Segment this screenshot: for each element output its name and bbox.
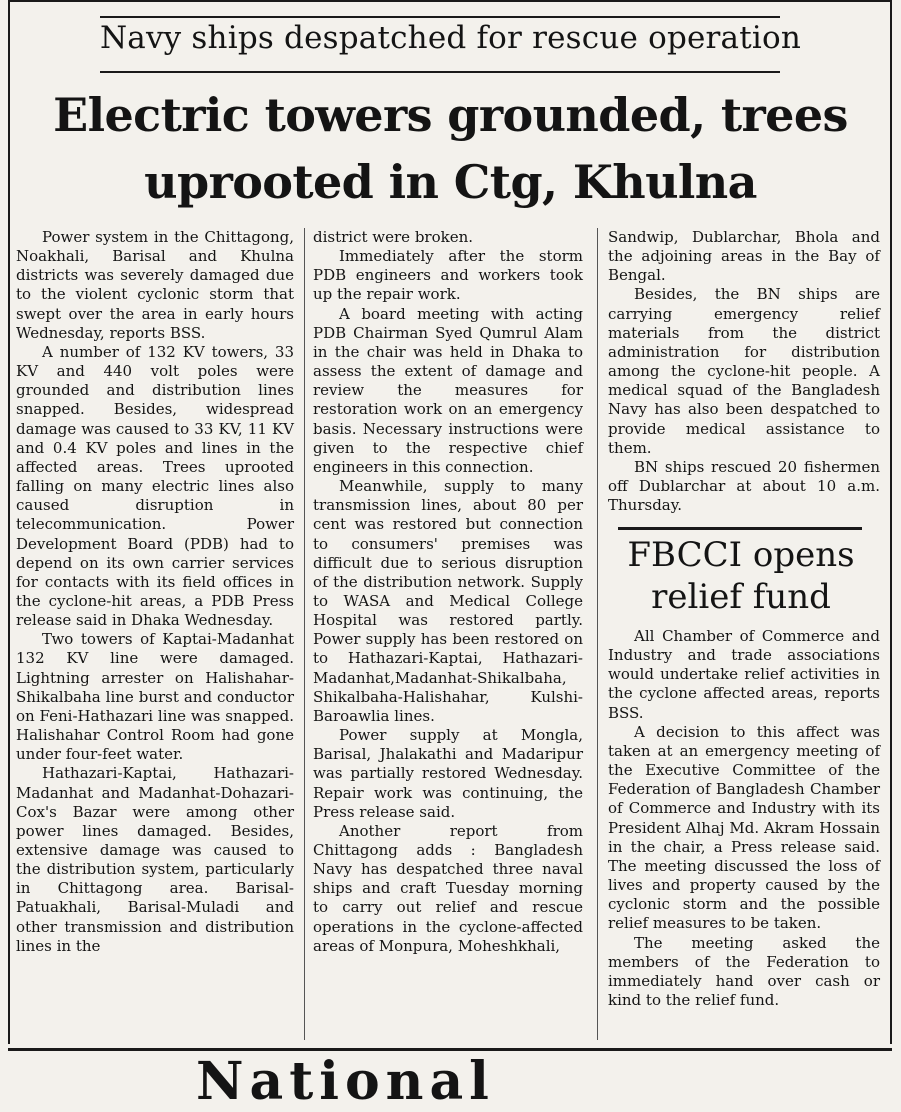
main-headline: Electric towers grounded, trees uprooted in Ctg, Khulna [53,88,848,209]
paragraph: Two towers of Kaptai-Madanhat 132 KV line were damaged. Lightning arrester on Halishahar-Shikalbaha line burst and conductor on Feni-Hathazari line was snapped. Halishahar Control Room had gone under four-feet water. [16,630,294,764]
paragraph: A decision to this affect was taken at an emergency meeting of the Executive Committee of the Federation of Bangladesh Chamber of Commerce and Industry with its President Alhaj Md. Akram Hossain in the chair, a Press release said. The meeting discussed the loss of lives and property caused by the cyclonic storm and the possible relief measures to be taken. [608,722,880,933]
paragraph: Power system in the Chittagong, Noakhali, Barisal and Khulna districts was severely damaged due to the violent cyclonic storm that swept over the area in early hours Wednesday, reports BSS. [16,228,294,342]
paragraph: Hathazari-Kaptai, Hathazari-Madanhat and Madanhat-Dohazari-Cox's Bazar were among other power lines damaged. Besides, extensive damage was caused to the distribution system, particularly in Chittagong area. Barisal-Patuakhali, Barisal-Muladi and other transmission and distribution lines in the [16,764,294,955]
kicker-top-rule [100,16,780,18]
frame-right-rule [890,0,892,1044]
paragraph: Another report from Chittagong adds : Bangladesh Navy has despatched three naval ships and craft Tuesday morning to carry out relief and rescue operations in the cyclone-affected areas of Monpura, Moheshkhali, [313,821,583,955]
paragraph: Immediately after the storm PDB engineers and workers took up the repair work. [313,247,583,304]
paragraph: Sandwip, Dublarchar, Bhola and the adjoining areas in the Bay of Bengal. [608,228,880,285]
paragraph: BN ships rescued 20 fishermen off Dublarchar at about 10 a.m. Thursday. [608,457,880,515]
paragraph: A board meeting with acting PDB Chairman Syed Qumrul Alam in the chair was held in Dhaka to assess the extent of damage and review the measures for restoration work on an emergency basis. Necessary instructions were given to the respective chief engineers in this connection. [313,304,583,476]
paragraph: Meanwhile, supply to many transmission lines, about 80 per cent was restored but connection to consumers' premises was difficult due to serious disruption of the distribution network. Supply to WASA and Medical College Hospital was restored partly. Power supply has been restored on to Hathazari-Kaptai, Hathazari-Madanhat,Madanhat-Shikalbaha, Shikalbaha-Halishahar, Kulshi-Baroawlia lines. [313,477,583,725]
sidebar-article-body [608,627,880,1010]
kicker-bottom-rule [100,71,780,73]
paragraph: All Chamber of Commerce and Industry and trade associations would undertake relief activities in the cyclone affected areas, reports BSS. [608,627,880,722]
next-section-label: National [196,1051,495,1112]
frame-left-rule [8,0,10,1044]
paragraph: district were broken. [313,228,474,246]
column-rule-2 [597,228,598,1040]
paragraph: Power supply at Mongla, Barisal, Jhalakathi and Madaripur was partially restored Wednesday. Repair work was continuing, the Press release said. [313,726,583,821]
sidebar-headline: FBCCI opens relief fund [627,535,855,617]
paragraph: Besides, the BN ships are carrying emergency relief materials from the district administration for distribution among the cyclone-hit people. A medical squad of the Bangladesh Navy has also been despatched to provide medical assistance to them. [608,285,880,457]
article-column-1 [16,228,294,956]
article-column-2 [313,228,583,956]
sidebar-top-rule [618,527,862,530]
article-column-3 [608,228,880,515]
kicker-headline: Navy ships despatched for rescue operation [99,20,802,56]
column-rule-1 [304,228,305,1040]
paragraph: The meeting asked the members of the Federation to immediately hand over cash or kind to the relief fund. [608,933,880,1009]
paragraph: A number of 132 KV towers, 33 KV and 440 volt poles were grounded and distribution lines snapped. Besides, widespread damage was caused to 33 KV, 11 KV and 0.4 KV poles and lines in the affected areas. Trees uprooted falling on many electric lines also caused disruption in telecommunication. Power Development Board (PDB) had to depend on its own carrier services for contacts with its field offices in the cyclone-hit areas, a PDB Press release said in Dhaka Wednesday. [16,342,294,630]
frame-top-rule [8,0,892,2]
